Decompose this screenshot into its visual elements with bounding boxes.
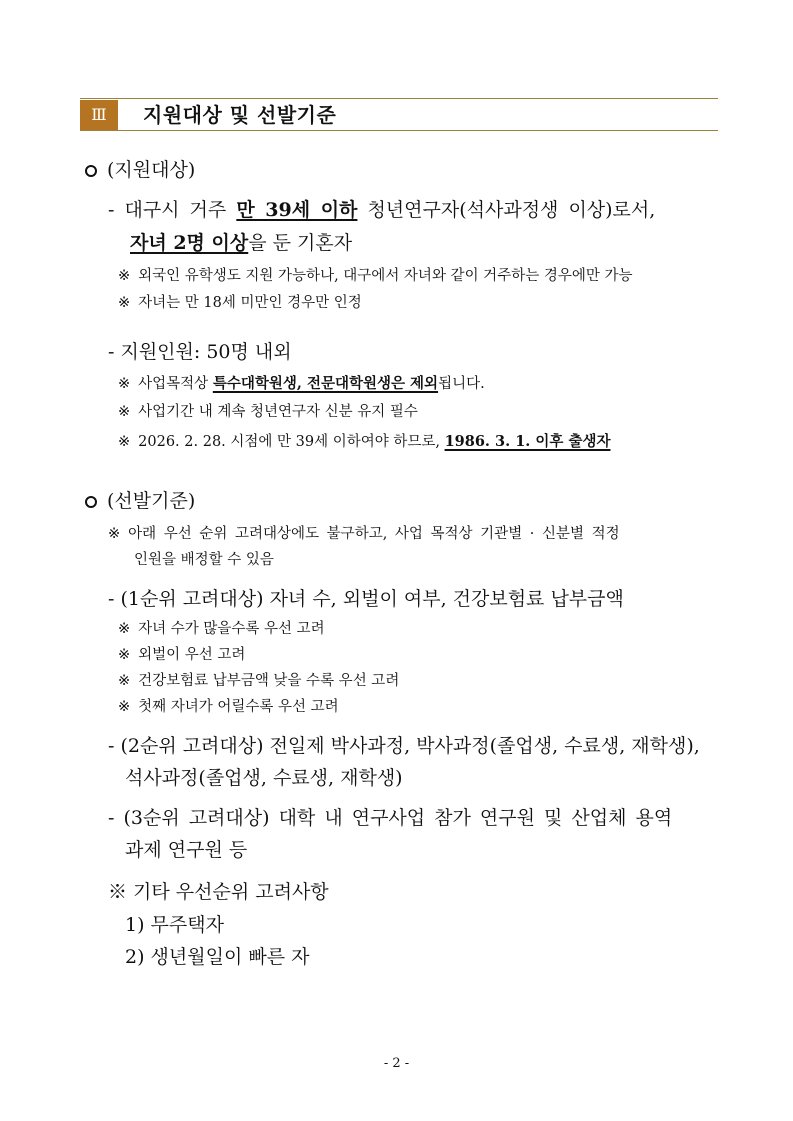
priority-2-line-1: - (2순위 고려대상) 전일제 박사과정, 박사과정(졸업생, 수료생, 재학생),: [108, 735, 700, 757]
etc-heading: ※ 기타 우선순위 고려사항: [108, 881, 329, 903]
children-highlight: 자녀 2명 이상: [130, 232, 249, 254]
header-bottom-rule: [80, 130, 718, 131]
criteria-intro-1: ※ 아래 우선 순위 고려대상에도 불구하고, 사업 목적상 기관별 · 신분별 적정: [108, 526, 620, 542]
header-top-rule: [80, 98, 718, 99]
target-heading: (지원대상): [85, 155, 195, 182]
page-number: - 2 -: [383, 1056, 410, 1071]
target-line-1: - 대구시 거주 만 39세 이하 청년연구자(석사과정생 이상)로서,: [108, 199, 656, 221]
priority-1-note: ※ 외벌이 우선 고려: [118, 647, 246, 663]
circle-bullet-icon: [85, 496, 97, 508]
birthdate-highlight: 1986. 3. 1. 이후 출생자: [444, 433, 611, 450]
note-child-age: ※ 자녀는 만 18세 미만인 경우만 인정: [118, 295, 362, 311]
priority-1-note: ※ 자녀 수가 많을수록 우선 고려: [118, 621, 325, 637]
section-title: 지원대상 및 선발기준: [143, 103, 337, 127]
note-foreign-students: ※ 외국인 유학생도 지원 가능하나, 대구에서 자녀와 같이 거주하는 경우에만 가능: [118, 268, 633, 284]
etc-item: 2) 생년월일이 빠른 자: [125, 946, 310, 968]
note-excluded: ※ 사업목적상 특수대학원생, 전문대학원생은 제외됩니다.: [118, 375, 485, 392]
priority-1-note: ※ 건강보험료 납부금액 낮을 수록 우선 고려: [118, 673, 400, 689]
priority-2-line-2: 석사과정(졸업생, 수료생, 재학생): [125, 767, 403, 789]
priority-3-line-1: - (3순위 고려대상) 대학 내 연구사업 참가 연구원 및 산업체 용역: [108, 807, 673, 829]
age-limit-highlight: 만 39세 이하: [236, 199, 358, 221]
etc-item: 1) 무주택자: [125, 914, 224, 936]
target-line-2: 자녀 2명 이상을 둔 기혼자: [130, 232, 353, 254]
priority-1: - (1순위 고려대상) 자녀 수, 외벌이 여부, 건강보험료 납부금액: [108, 588, 624, 610]
quota-line: - 지원인원: 50명 내외: [108, 341, 292, 363]
priority-1-note: ※ 첫째 자녀가 어릴수록 우선 고려: [118, 699, 339, 715]
criteria-intro-2: 인원을 배정할 수 있음: [134, 552, 274, 568]
note-status: ※ 사업기간 내 계속 청년연구자 신분 유지 필수: [118, 404, 418, 420]
section-number-badge: Ⅲ: [80, 100, 118, 130]
criteria-heading: (선발기준): [85, 486, 195, 513]
priority-3-line-2: 과제 연구원 등: [125, 839, 248, 861]
note-birthdate: ※ 2026. 2. 28. 시점에 만 39세 이하여야 하므로, 1986. 3. 1. 이후 출생자: [118, 433, 611, 450]
circle-bullet-icon: [85, 165, 97, 177]
